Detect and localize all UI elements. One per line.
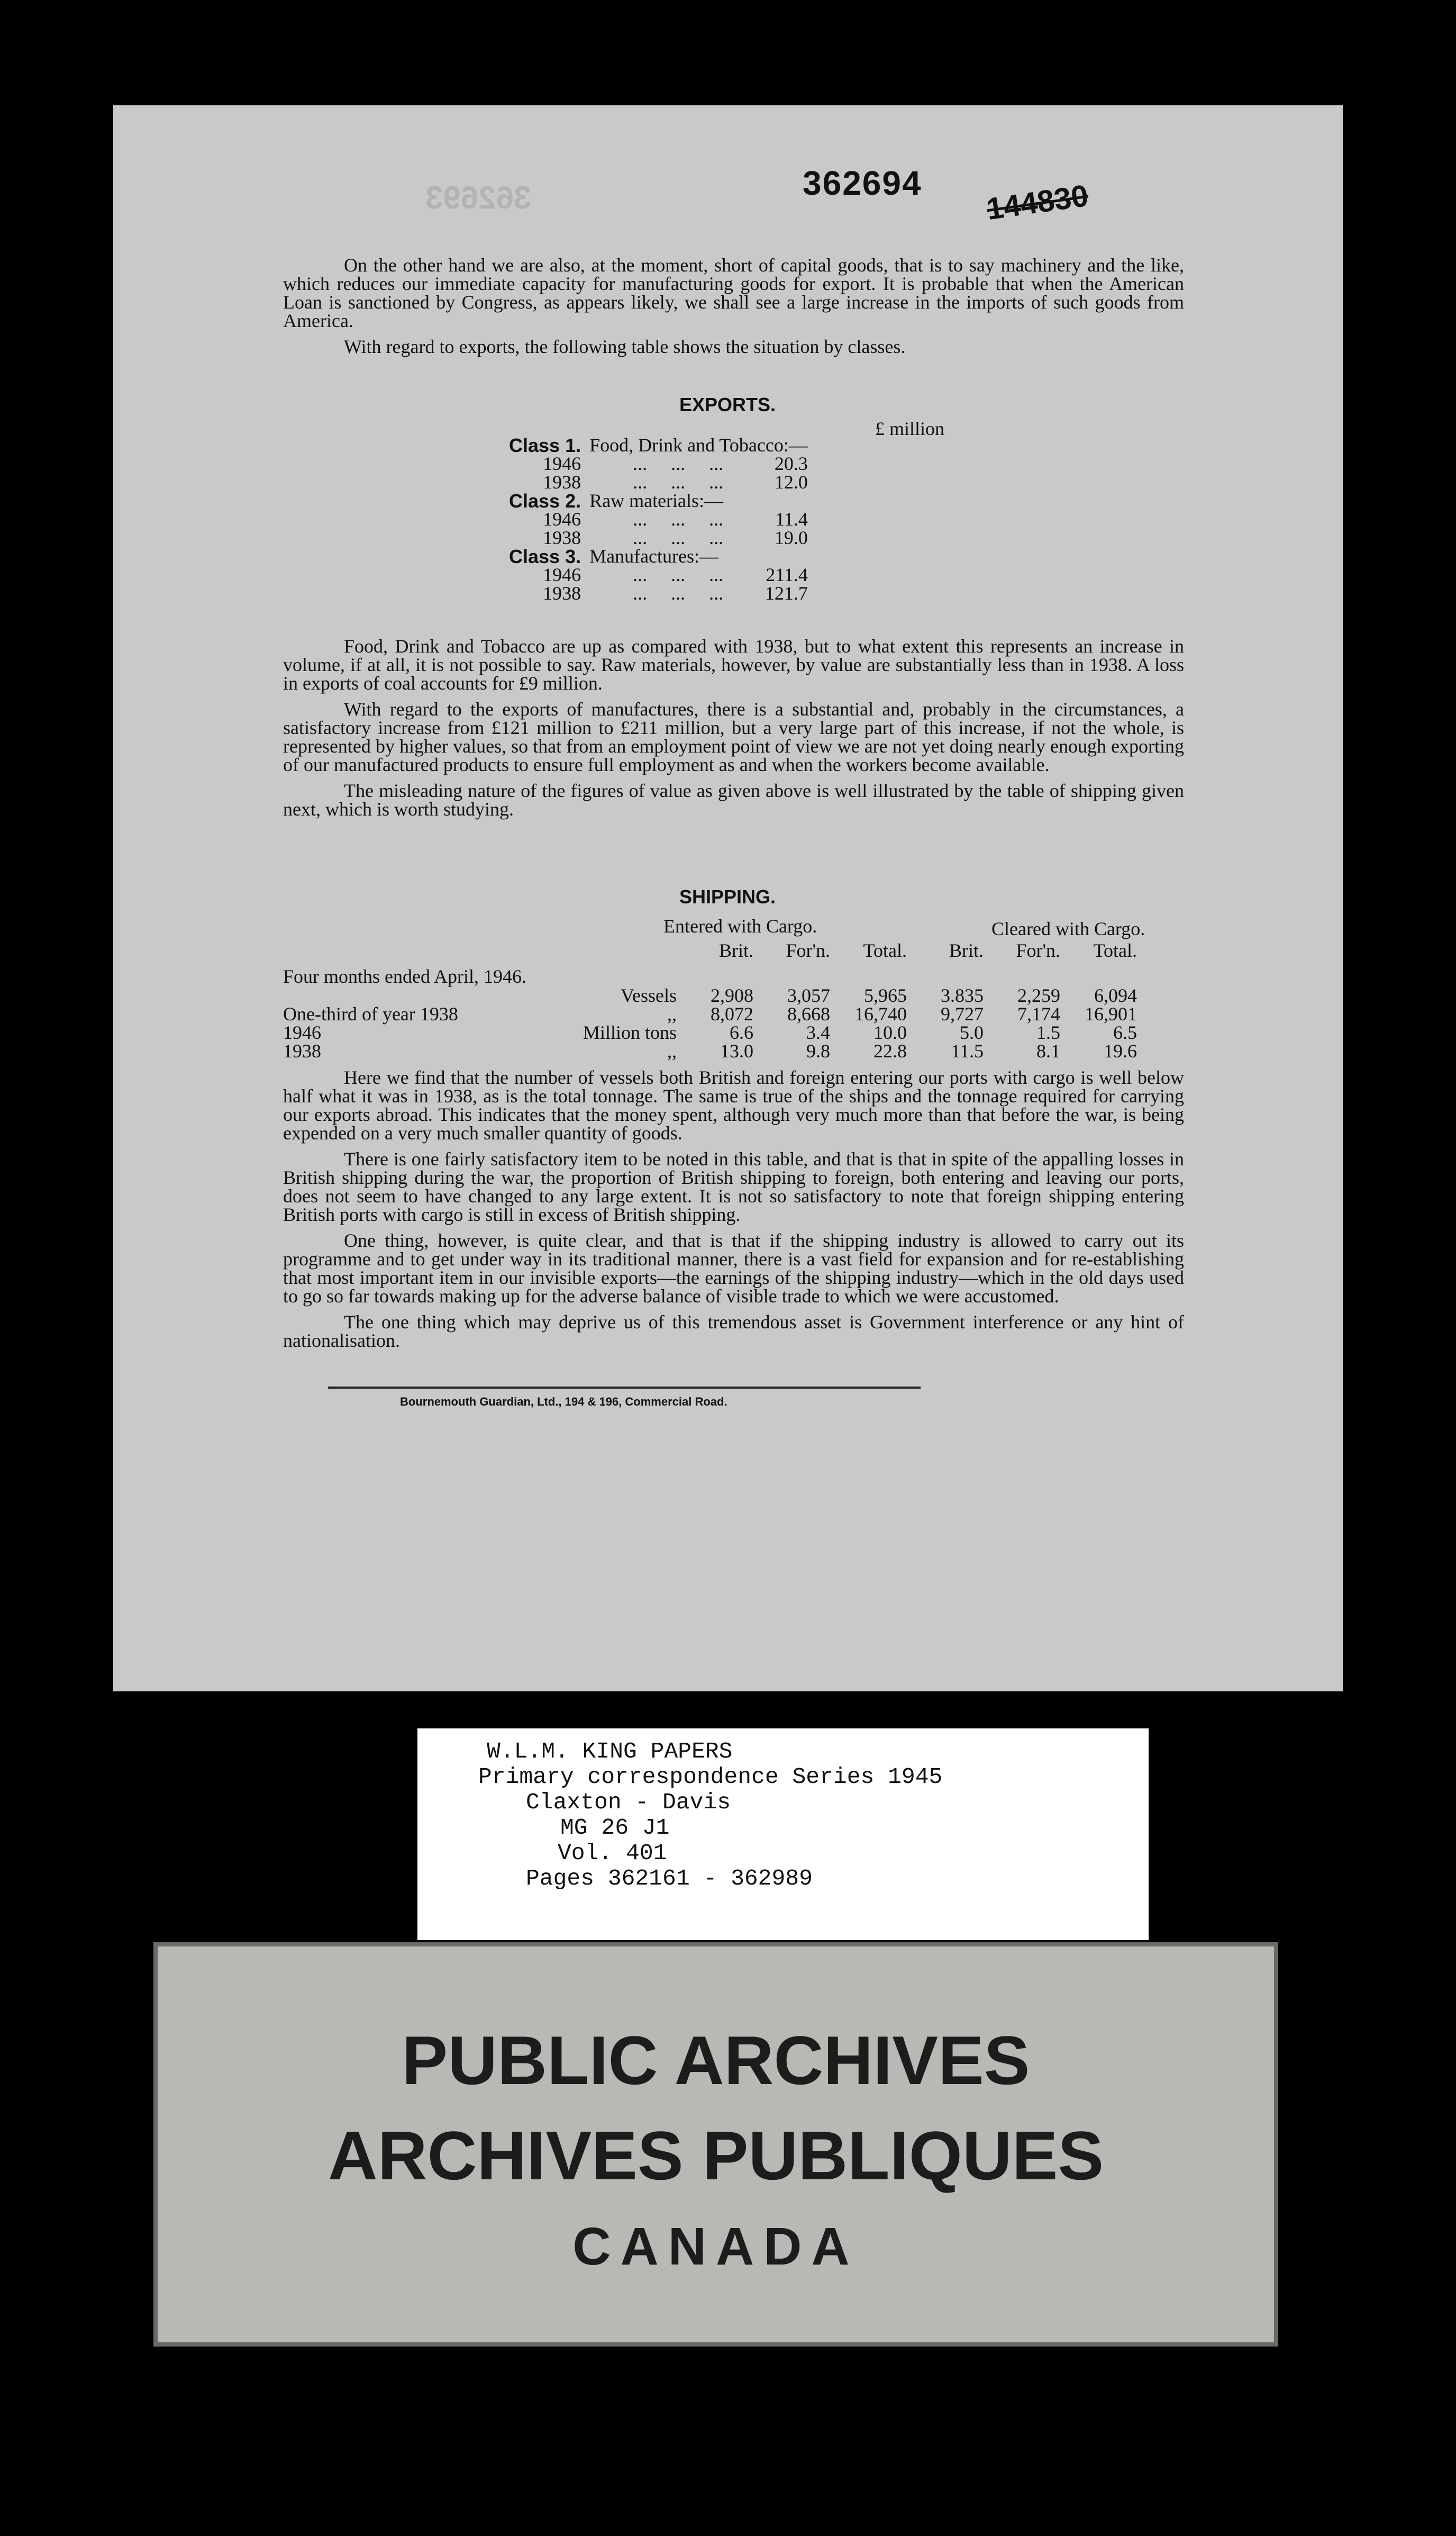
text-block-1: [283, 256, 1184, 364]
value: 9,727: [941, 1003, 984, 1025]
value: 8.1: [1036, 1040, 1060, 1062]
bleed-through-number: 362693: [425, 180, 532, 215]
value: 10.0: [873, 1022, 907, 1043]
value: 12.0: [774, 472, 808, 493]
exports-row: [505, 584, 812, 603]
value: 1.5: [1036, 1022, 1060, 1043]
paragraph: Food, Drink and Tobacco are up as compared with 1938, but to what extent this represents an increase in volume, if at all, it is not possible to say. Raw materials, however, by value are substantially less than in 1938. A loss in exports of coal accounts for £9 million.: [283, 636, 1184, 694]
value: 8,072: [711, 1003, 753, 1025]
exports-class-row: [505, 436, 812, 455]
leader-dots: ... ... ...: [633, 453, 724, 474]
value: 6.5: [1113, 1022, 1137, 1043]
printer-imprint: Bournemouth Guardian, Ltd., 194 & 196, Commercial Road.: [400, 1395, 727, 1408]
column-header: Brit.: [949, 940, 984, 961]
stamp-line: CANADA: [572, 2217, 859, 2276]
text-block-2: [283, 637, 1184, 826]
value: 5,965: [864, 985, 907, 1006]
shipping-row: [279, 1042, 1141, 1061]
row-label: 1938: [283, 1040, 321, 1062]
class-label: Class 1.: [509, 434, 581, 456]
struck-old-number: 144830: [984, 178, 1091, 227]
paragraph: With regard to exports, the following table shows the situation by classes.: [344, 336, 906, 357]
document-number: 362694: [803, 164, 922, 202]
value: 22.8: [873, 1040, 907, 1062]
paragraph: Here we find that the number of vessels both British and foreign entering our ports with cargo is well below half what it was in 1938, as is the total tonnage. The same is true of the ships and the tonnage required for carrying our exports abroad. This indicates that the money spent, although very much more than that before the war, is being expended on a very much smaller quantity of goods.: [283, 1067, 1184, 1144]
card-line: Claxton - Davis: [526, 1789, 731, 1815]
value: 6,094: [1094, 985, 1137, 1006]
exports-table: [505, 436, 812, 603]
shipping-title: SHIPPING.: [679, 886, 776, 908]
column-header: Total.: [863, 940, 907, 961]
class-label: Class 3.: [509, 546, 581, 567]
year: 1946: [543, 509, 581, 530]
year: 1938: [543, 472, 581, 493]
column-header: Brit.: [718, 940, 753, 961]
unit: Million tons: [583, 1022, 677, 1043]
unit: Vessels: [621, 985, 677, 1006]
year: 1946: [543, 453, 581, 474]
exports-class-row: [505, 492, 812, 510]
value: 20.3: [774, 453, 808, 474]
stamp-line: PUBLIC ARCHIVES: [402, 2022, 1030, 2099]
column-header: Total.: [1093, 940, 1137, 961]
cleared-header: Cleared with Cargo.: [991, 918, 1145, 939]
shipping-header-row: [279, 941, 1141, 960]
exports-unit: £ million: [875, 418, 945, 439]
value: 19.0: [774, 527, 808, 548]
leader-dots: ... ... ...: [633, 564, 724, 585]
paragraph: One thing, however, is quite clear, and that is that if the shipping industry is allowed to carry out its programme and to get under way in its traditional manner, there is a vast field for expansion and for re-establishing that most important item in our invisible exports—the earnings of the shipping industry—which in the old days used to go so far towards making up for the adverse balance of visible trade to which we were accustomed.: [283, 1230, 1184, 1307]
value: 7,174: [1017, 1003, 1060, 1025]
leader-dots: ... ... ...: [633, 583, 724, 604]
exports-row: [505, 510, 812, 529]
shipping-row: [279, 986, 1141, 1005]
text-block-3: [283, 1068, 1184, 1357]
value: 9.8: [806, 1040, 830, 1062]
value: 16,740: [854, 1003, 907, 1025]
value: 16,901: [1085, 1003, 1137, 1025]
leader-dots: ... ... ...: [633, 509, 724, 530]
shipping-table: [279, 941, 1141, 1061]
row-label: 1946: [283, 1022, 321, 1043]
exports-row: [505, 529, 812, 547]
exports-row: [505, 566, 812, 584]
card-line: MG 26 J1: [560, 1815, 670, 1841]
value: 3,057: [787, 985, 830, 1006]
period-label: Four months ended April, 1946.: [283, 966, 526, 987]
class-name: Manufactures:—: [589, 546, 719, 567]
value: 11.4: [775, 509, 808, 530]
class-name: Food, Drink and Tobacco:—: [589, 434, 808, 456]
unit: ,,: [667, 1040, 677, 1062]
card-line: Primary correspondence Series 1945: [478, 1764, 943, 1790]
value: 13.0: [720, 1040, 753, 1062]
card-line: Pages 362161 - 362989: [526, 1865, 813, 1891]
value: 3.835: [941, 985, 984, 1006]
paragraph: With regard to the exports of manufactures, there is a substantial and, probably in the circumstances, a satisfactory increase from £121 million to £211 million, but a very large part of this increase, if not the whole, is represented by higher values, so that from an employment point of view we are not yet doing nearly enough exporting of our manufactured products to ensure full employment as and when the workers become available.: [283, 699, 1184, 775]
value: 6.6: [730, 1022, 753, 1043]
archive-label-card: [417, 1728, 1149, 1940]
value: 2,908: [711, 985, 753, 1006]
exports-title: EXPORTS.: [679, 394, 776, 415]
entered-header: Entered with Cargo.: [663, 916, 817, 937]
exports-row: [505, 455, 812, 473]
paragraph: The one thing which may deprive us of this tremendous asset is Government interference or any hint of nationalisation.: [283, 1311, 1184, 1351]
public-archives-stamp: [153, 1942, 1278, 2347]
paragraph: There is one fairly satisfactory item to be noted in this table, and that is that in spite of the appalling losses in British shipping during the war, the proportion of British shipping to foreign, both entering and leaving our ports, does not seem to have changed to any large extent. It is not so satisfactory to note that foreign shipping entering British ports with cargo is still in excess of British shipping.: [283, 1148, 1184, 1225]
card-line: Vol. 401: [558, 1840, 667, 1866]
divider: [328, 1387, 921, 1389]
row-label: One-third of year 1938: [283, 1003, 458, 1025]
leader-dots: ... ... ...: [633, 472, 724, 493]
column-header: For'n.: [1016, 940, 1060, 961]
exports-class-row: [505, 547, 812, 566]
value: 211.4: [766, 564, 808, 585]
class-name: Raw materials:—: [589, 490, 724, 511]
year: 1946: [543, 564, 581, 585]
value: 121.7: [765, 583, 808, 604]
value: 3.4: [806, 1022, 830, 1043]
unit: ,,: [667, 1003, 677, 1025]
value: 5.0: [960, 1022, 984, 1043]
shipping-row: [279, 1005, 1141, 1024]
paragraph: On the other hand we are also, at the moment, short of capital goods, that is to say machinery and the like, which reduces our immediate capacity for manufacturing goods for export. It is probable that when the American Loan is sanctioned by Congress, as appears likely, we shall see a large increase in the imports of such goods from America.: [283, 255, 1184, 331]
stamp-line: ARCHIVES PUBLIQUES: [327, 2117, 1104, 2194]
punch-hole-icon: [1354, 190, 1382, 221]
card-line: W.L.M. KING PAPERS: [487, 1738, 733, 1764]
document-page: [113, 105, 1343, 1691]
value: 11.5: [951, 1040, 984, 1062]
year: 1938: [543, 527, 581, 548]
year: 1938: [543, 583, 581, 604]
row-label: [279, 986, 565, 1005]
exports-row: [505, 473, 812, 492]
value: 8,668: [787, 1003, 830, 1025]
shipping-row: [279, 1024, 1141, 1042]
leader-dots: ... ... ...: [633, 527, 724, 548]
column-header: For'n.: [786, 940, 830, 961]
value: 2,259: [1017, 985, 1060, 1006]
class-label: Class 2.: [509, 490, 581, 512]
value: 19.6: [1104, 1040, 1137, 1062]
paragraph: The misleading nature of the figures of value as given above is well illustrated by the table of shipping given next, which is worth studying.: [283, 780, 1184, 820]
